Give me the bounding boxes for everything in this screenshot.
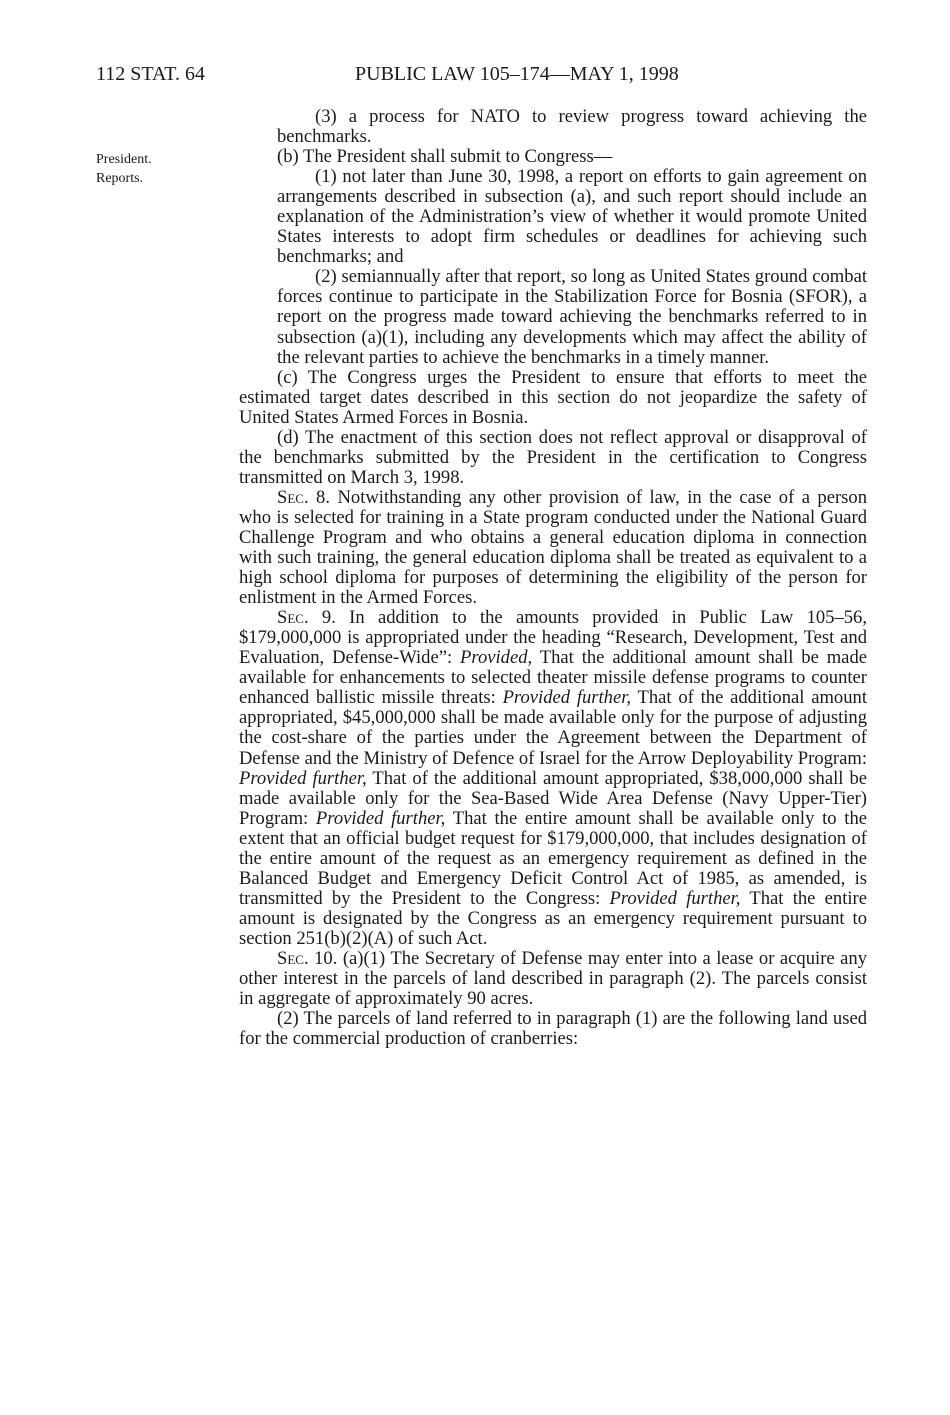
section-10 <box>239 949 867 1009</box>
document-body <box>239 107 867 1049</box>
section-text: That the additional amount shall be made available for enhancements to selected theater missile defense programs to counter enhanced ballistic missile threats: <box>239 647 867 709</box>
section-text: That of the additional amount appropriated, $45,000,000 shall be made available only for the purpose of adjusting the cost-share of the parties under the Agreement between the Department of Defense and the Ministry of Defence of Israel for the Arrow Deployability Program: <box>239 687 867 769</box>
section-label: Sec. 9. <box>277 607 336 629</box>
page-header <box>96 60 866 88</box>
paragraph-b2: (2) semiannually after that report, so long as United States ground combat forces continue to participate in the Stabilization Force for Bosnia (SFOR), a report on the progress made toward achieving the benchmarks referred to in subsection (a)(1), including any developments which may affect the ability of the relevant parties to achieve the benchmarks in a timely manner. <box>277 266 867 368</box>
proviso: Provided, <box>460 647 533 669</box>
paragraph-b: (b) The President shall submit to Congress— <box>277 146 613 168</box>
paragraph-b1: (1) not later than June 30, 1998, a report on efforts to gain agreement on arrangements described in subsection (a), and such report should include an explanation of the Administration’s view of whether it would promote United States interests to adopt firm schedules or deadlines for achieving such benchmarks; and <box>277 166 867 268</box>
statute-page-number: 112 STAT. 64 <box>96 63 205 85</box>
margin-note-reports: Reports. <box>96 171 144 186</box>
paragraph-a3: (3) a process for NATO to review progress toward achieving the benchmarks. <box>277 106 867 148</box>
section-9 <box>239 608 867 949</box>
law-title: PUBLIC LAW 105–174—MAY 1, 1998 <box>355 63 679 85</box>
paragraph-d: (d) The enactment of this section does not reflect approval or disapproval of the benchmarks submitted by the President in the certification to Congress transmitted on March 3, 1998. <box>239 426 867 488</box>
margin-notes <box>96 150 152 188</box>
section-text: In addition to the amounts provided in Public Law 105–56, $179,000,000 is appropriated under the heading “Research, Development, Test and Evaluation, Defense-Wide”: <box>239 607 867 669</box>
section-8 <box>239 488 867 608</box>
margin-note-president: President. <box>96 152 152 167</box>
proviso: Provided further, <box>315 807 446 829</box>
section-label: Sec. 8. <box>277 486 331 508</box>
proviso: Provided further, <box>502 687 632 709</box>
paragraph-c: (c) The Congress urges the President to ensure that efforts to meet the estimated target dates described in this section do not jeopardize the safety of United States Armed Forces in Bosnia. <box>239 366 867 428</box>
section-text: Notwithstanding any other provision of law, in the case of a person who is selected for training in a State program conducted under the National Guard Challenge Program and who obtains a general education diploma in connection with such training, the general education diploma shall be treated as equivalent to a high school diploma for purposes of determining the eligibility of the person for enlistment in the Armed Forces. <box>239 486 868 609</box>
proviso: Provided further, <box>239 767 367 789</box>
section-text: That the entire amount shall be available only to the extent that an official budget request for $179,000,000, that includes designation of the entire amount of the request as an emergency requirement as defined in the Balanced Budget and Emergency Deficit Control Act of 1985, as amended, is transmitted by the President to the Congress: <box>239 807 867 909</box>
section-label: Sec. 10. <box>277 947 338 969</box>
paragraph-10-2: (2) The parcels of land referred to in paragraph (1) are the following land used for the commercial production of cranberries: <box>239 1008 867 1050</box>
section-text: That the entire amount is designated by the Congress as an emergency requirement pursuant to section 251(b)(2)(A) of such Act. <box>239 887 867 949</box>
section-text: That of the additional amount appropriated, $38,000,000 shall be made available only for the Sea-Based Wide Area Defense (Navy Upper-Tier) Program: <box>239 767 867 829</box>
section-text: (a)(1) The Secretary of Defense may enter into a lease or acquire any other interest in the parcels of land described in paragraph (2). The parcels consist in aggregate of approximately 90 acres. <box>239 947 867 1010</box>
proviso: Provided further, <box>609 887 741 909</box>
